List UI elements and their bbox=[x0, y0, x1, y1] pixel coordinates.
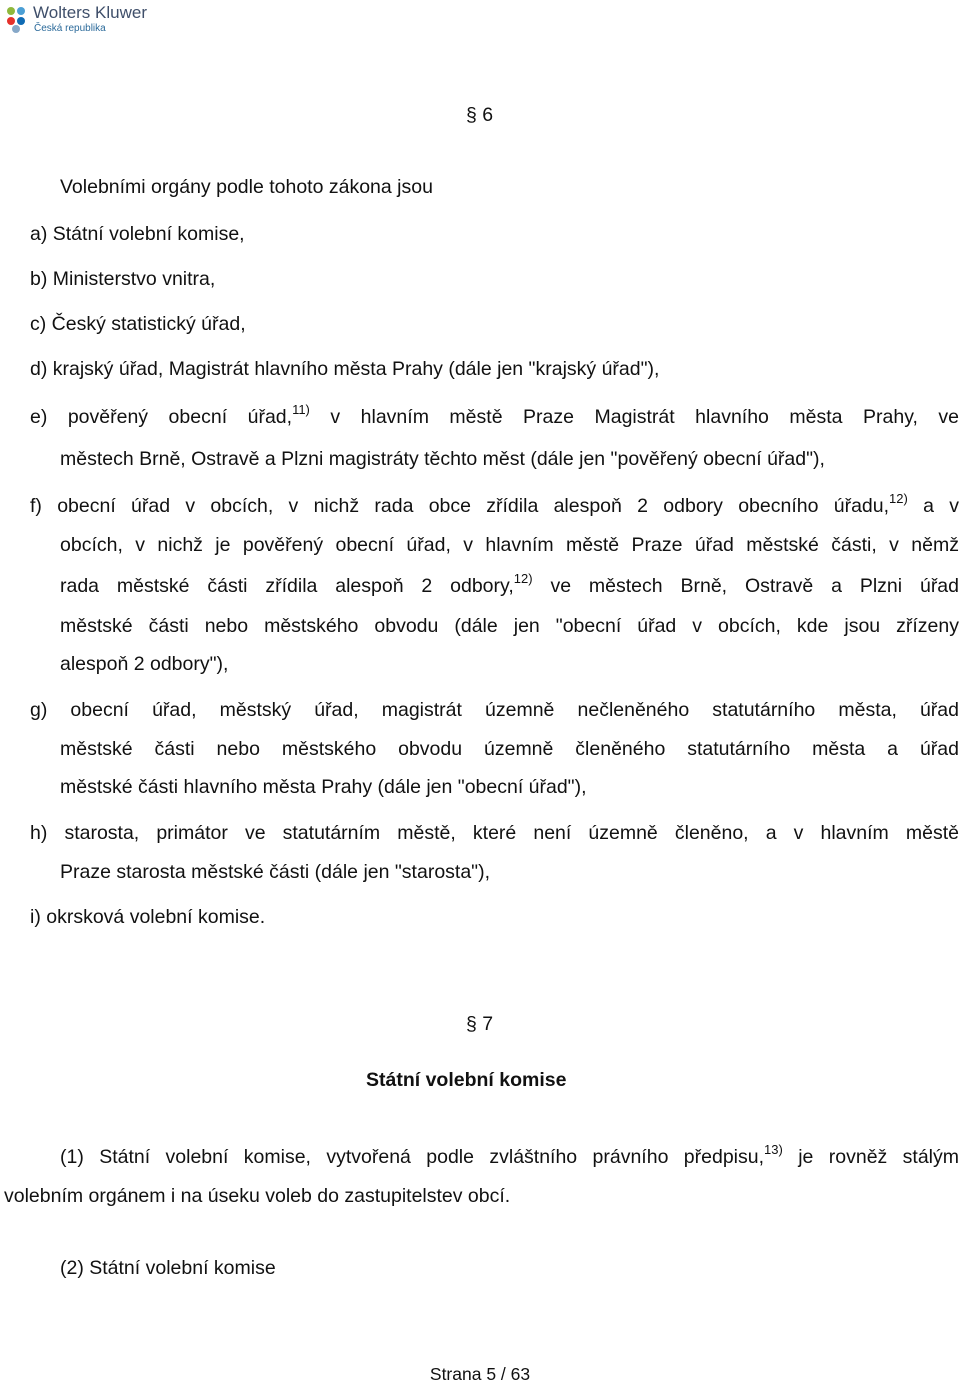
section-7-heading: § 7 bbox=[466, 1013, 494, 1035]
item-f-text-b: a v bbox=[923, 495, 960, 517]
footnote-ref-11[interactable]: 11) bbox=[292, 402, 310, 417]
item-e-text-a: e) pověřený obecní úřad, bbox=[30, 406, 293, 428]
item-b: b) Ministerstvo vnitra, bbox=[30, 268, 216, 290]
item-e-line2: městech Brně, Ostravě a Plzni magistráty těchto měst (dále jen "pověřený obecní úřad"), bbox=[60, 448, 825, 470]
section-7-title: Státní volební komise bbox=[366, 1069, 567, 1091]
paragraph-1-line2: volebním orgánem i na úseku voleb do zastupitelstev obcí. bbox=[4, 1185, 511, 1207]
brand-subtitle: Česká republika bbox=[34, 23, 106, 34]
page-number: Strana 5 / 63 bbox=[429, 1364, 531, 1384]
section-6-heading: § 6 bbox=[466, 104, 494, 126]
paragraph-1-line1 bbox=[60, 1142, 960, 1171]
intro-text: Volebními orgány podle tohoto zákona jsou bbox=[60, 176, 433, 198]
paragraph-1-text-a: (1) Státní volební komise, vytvořená podle zvláštního právního předpisu, bbox=[60, 1146, 765, 1168]
item-g-line3: městské části hlavního města Prahy (dále jen "obecní úřad"), bbox=[60, 776, 587, 798]
item-e-text-b: v hlavním městě Praze Magistrát hlavního města Prahy, ve bbox=[330, 406, 960, 428]
item-f-line3 bbox=[60, 571, 959, 600]
item-e-line1 bbox=[30, 402, 960, 431]
footnote-ref-12[interactable]: 12) bbox=[889, 491, 908, 506]
item-f-text-a: f) obecní úřad v obcích, v nichž rada obce zřídila alespoň 2 odbory obecního úřadu, bbox=[30, 495, 890, 517]
footnote-ref-12b[interactable]: 12) bbox=[513, 571, 533, 586]
item-f-text-d: ve městech Brně, Ostravě a Plzni úřad bbox=[550, 575, 959, 597]
item-g-line2: městské části nebo městského obvodu územně členěného statutárního města a úřad bbox=[60, 738, 959, 760]
item-f-line2: obcích, v nichž je pověřený obecní úřad, v hlavním městě Praze úřad městské části, v němž bbox=[60, 534, 959, 556]
brand-name: Wolters Kluwer bbox=[33, 3, 147, 22]
paragraph-2: (2) Státní volební komise bbox=[60, 1257, 276, 1279]
item-a: a) Státní volební komise, bbox=[30, 223, 245, 245]
item-f-line5: alespoň 2 odbory"), bbox=[60, 653, 229, 675]
item-g-line1: g) obecní úřad, městský úřad, magistrát územně nečleněného statutárního města, úřad bbox=[30, 699, 959, 721]
item-f-line4: městské části nebo městského obvodu (dále jen "obecní úřad v obcích, kde jsou zřízeny bbox=[60, 615, 959, 637]
wolters-kluwer-logo-icon bbox=[3, 4, 29, 34]
paragraph-1-text-b: je rovněž stálým bbox=[798, 1146, 960, 1168]
item-h-line2: Praze starosta městské části (dále jen "starosta"), bbox=[60, 861, 491, 883]
wolters-kluwer-logo bbox=[3, 3, 147, 37]
item-d: d) krajský úřad, Magistrát hlavního města Prahy (dále jen "krajský úřad"), bbox=[30, 358, 660, 380]
item-f-line1 bbox=[30, 491, 960, 520]
item-c: c) Český statistický úřad, bbox=[30, 313, 246, 335]
footnote-ref-13[interactable]: 13) bbox=[764, 1142, 783, 1157]
item-i: i) okrsková volební komise. bbox=[30, 906, 266, 928]
item-h-line1: h) starosta, primátor ve statutárním městě, které není územně členěno, a v hlavním městě bbox=[30, 822, 959, 844]
item-f-text-c: rada městské části zřídila alespoň 2 odbory, bbox=[60, 575, 514, 597]
